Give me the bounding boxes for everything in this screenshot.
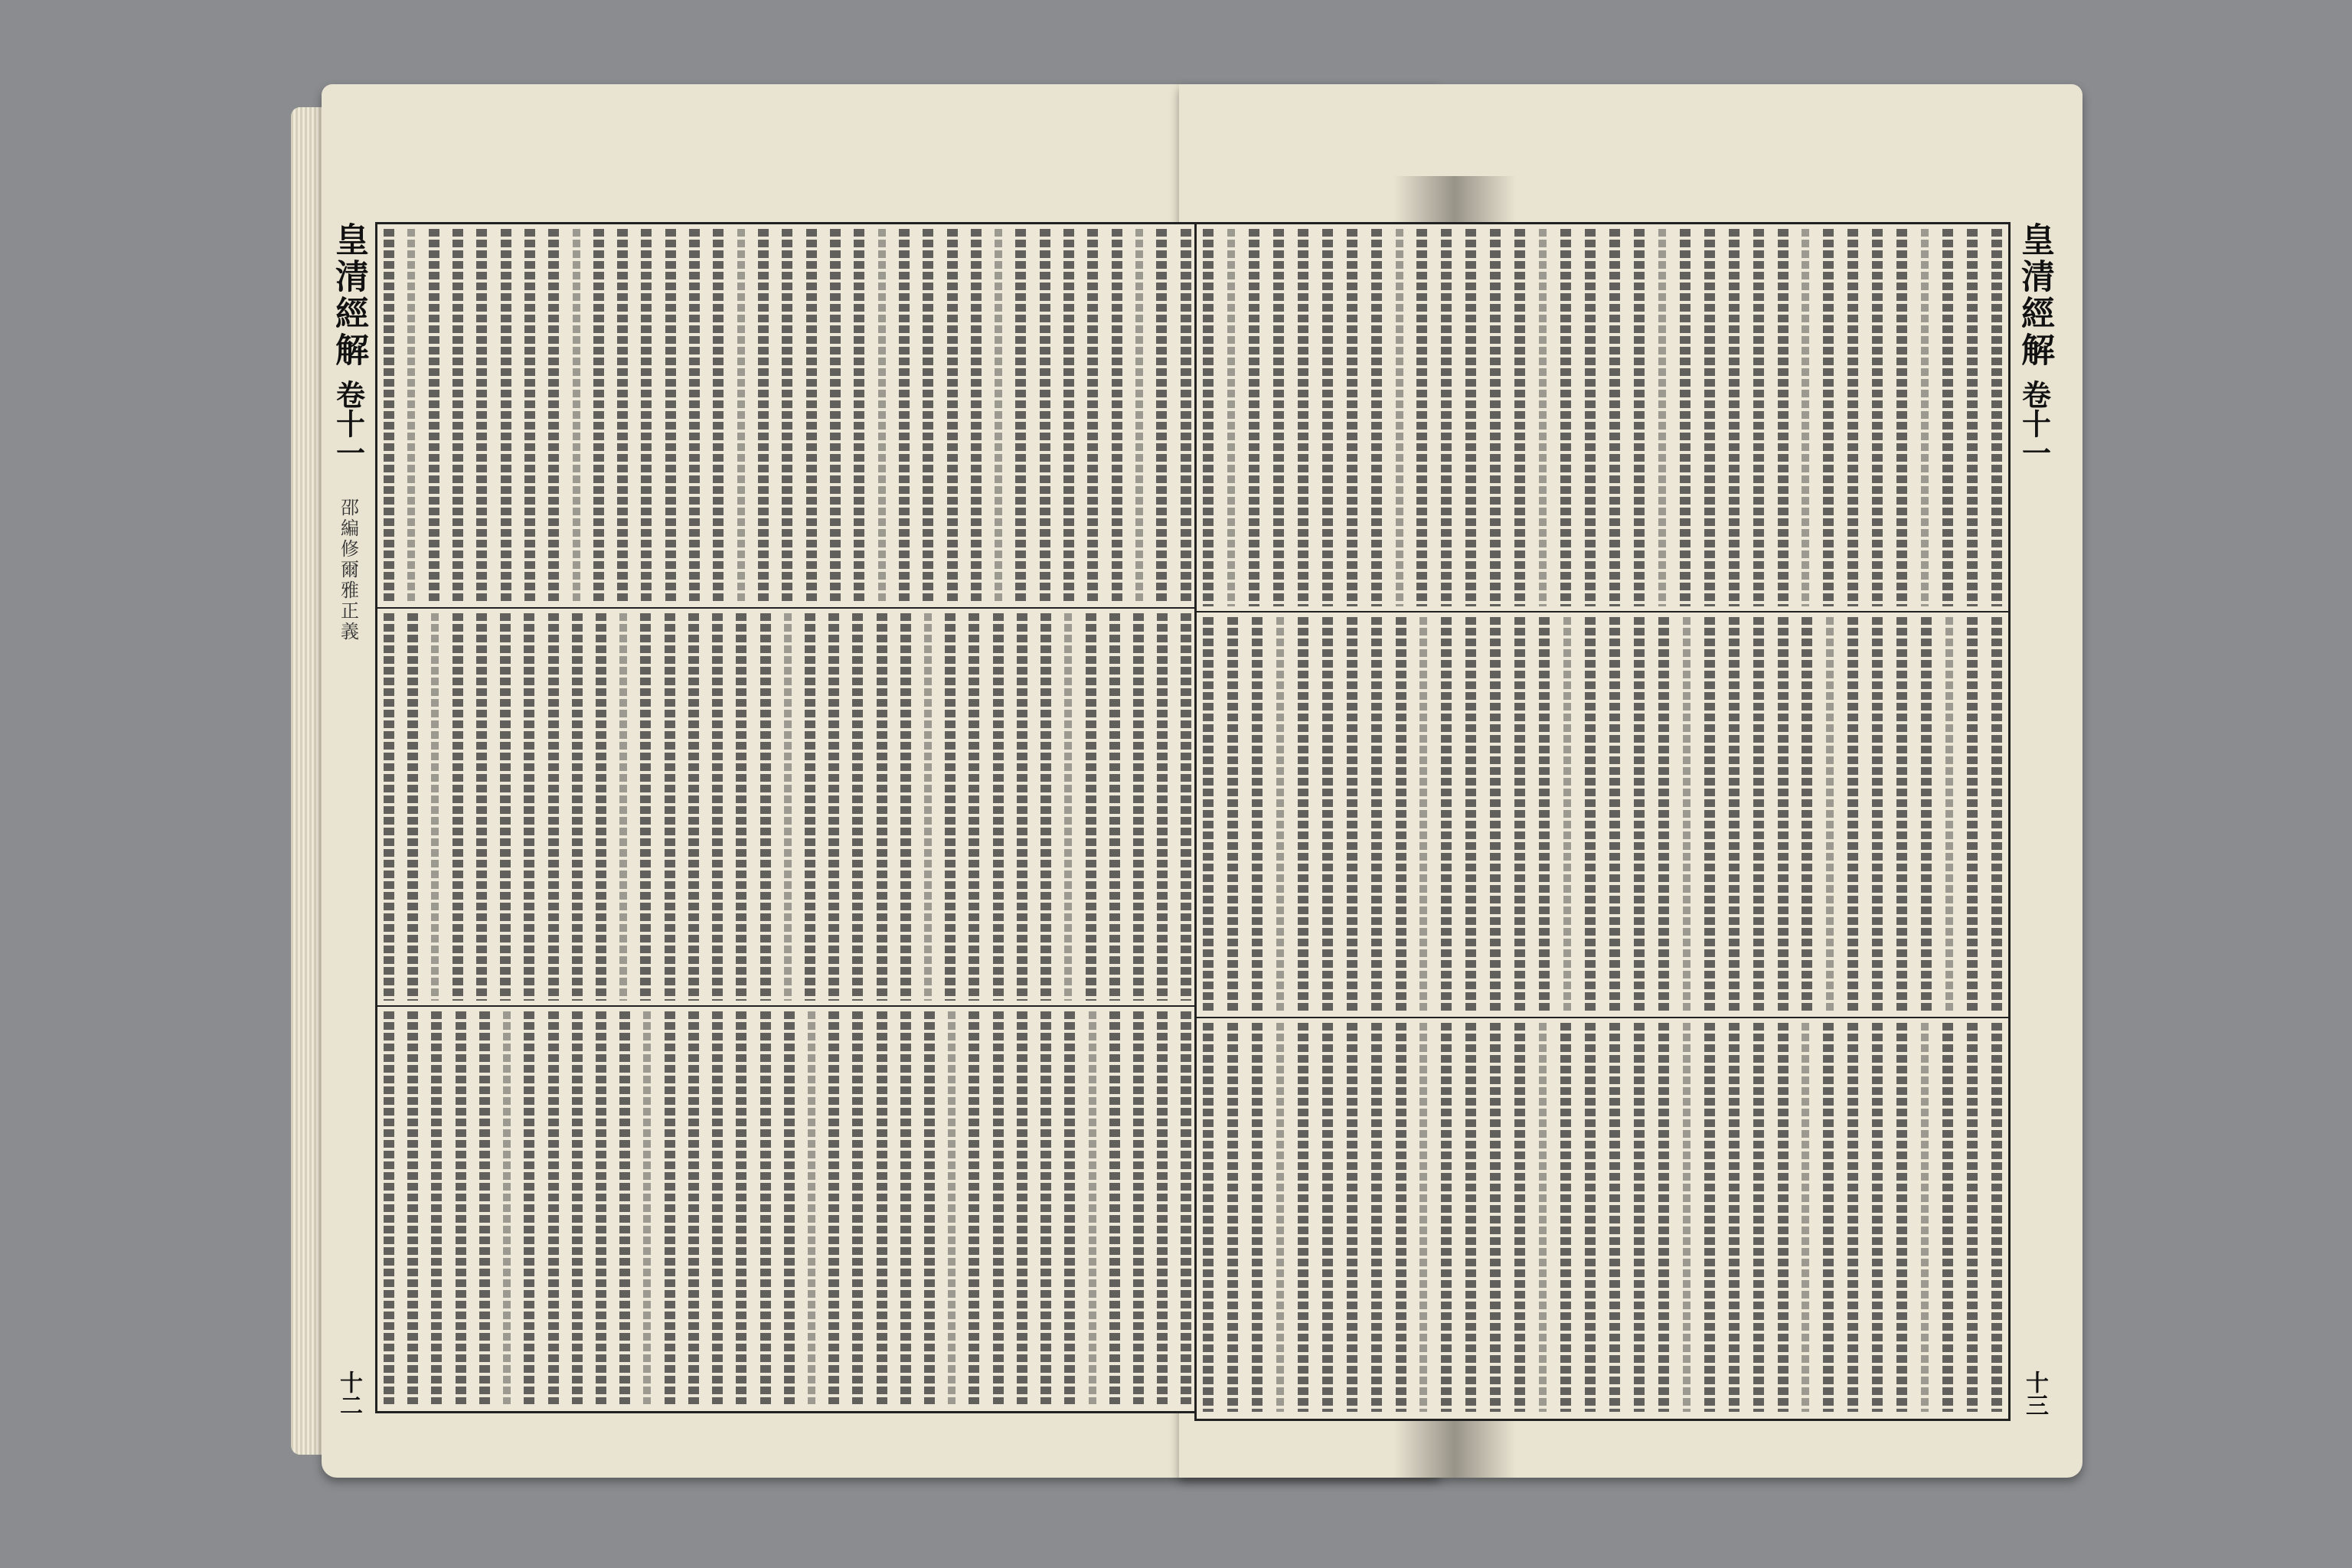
text-column xyxy=(1040,613,1051,1001)
text-column xyxy=(1276,617,1284,1012)
text-column xyxy=(1371,1023,1382,1412)
text-column xyxy=(476,229,487,603)
text-column xyxy=(1040,229,1050,603)
text-column xyxy=(407,229,415,603)
text-column xyxy=(1729,229,1740,606)
text-column xyxy=(1942,1023,1953,1412)
right-series-title: 皇清經解 xyxy=(2015,222,2054,369)
text-column xyxy=(572,1011,583,1404)
text-column xyxy=(1826,617,1834,1012)
text-column xyxy=(1227,1023,1238,1412)
text-column xyxy=(1609,1023,1620,1412)
text-column xyxy=(878,229,886,603)
right-text-block xyxy=(1194,222,2011,1421)
text-column xyxy=(1087,229,1098,603)
text-column xyxy=(1991,1023,2002,1412)
text-column xyxy=(1064,613,1072,1001)
text-column xyxy=(1634,1023,1645,1412)
text-column xyxy=(1227,617,1238,1012)
text-column xyxy=(1157,613,1168,1001)
text-column xyxy=(993,613,1004,1001)
text-column xyxy=(854,229,864,603)
text-column xyxy=(1347,1023,1357,1412)
text-column xyxy=(1823,1023,1834,1412)
text-column xyxy=(923,229,933,603)
text-column xyxy=(479,1011,490,1404)
text-column xyxy=(1658,1023,1669,1412)
text-column xyxy=(596,613,606,1001)
right-folio-number: 十三 xyxy=(2021,1370,2048,1416)
text-column xyxy=(1249,229,1259,606)
text-column xyxy=(1298,229,1308,606)
left-margin-strip xyxy=(325,222,372,1416)
text-column xyxy=(1322,229,1333,606)
text-column xyxy=(852,1011,863,1404)
text-column xyxy=(1347,617,1357,1012)
text-column xyxy=(828,1011,839,1404)
text-column xyxy=(1680,229,1690,606)
text-column xyxy=(1896,1023,1907,1412)
right-register-top xyxy=(1197,224,2008,611)
text-column xyxy=(1872,229,1883,606)
text-column xyxy=(1753,617,1764,1012)
text-column xyxy=(384,613,394,1001)
text-column xyxy=(806,229,817,603)
text-column xyxy=(1991,617,2002,1012)
text-column xyxy=(1539,1023,1547,1412)
left-work-title: 邵編修爾雅正義 xyxy=(337,498,359,642)
text-column xyxy=(1396,617,1406,1012)
text-column xyxy=(1419,617,1427,1012)
text-column xyxy=(1945,617,1953,1012)
text-column xyxy=(1133,613,1144,1001)
text-column xyxy=(452,229,463,603)
text-column xyxy=(1514,229,1525,606)
text-column xyxy=(500,613,511,1001)
text-column xyxy=(784,1011,795,1404)
text-column xyxy=(1135,229,1143,603)
text-column xyxy=(1729,1023,1740,1412)
text-column xyxy=(760,1011,771,1404)
text-column xyxy=(1252,617,1263,1012)
text-column xyxy=(1465,617,1476,1012)
text-column xyxy=(852,613,863,1001)
text-column xyxy=(713,229,724,603)
text-column xyxy=(1896,229,1907,606)
text-column xyxy=(1967,1023,1978,1412)
text-column xyxy=(665,1011,675,1404)
text-column xyxy=(1634,617,1645,1012)
text-column xyxy=(1778,617,1788,1012)
right-register-middle xyxy=(1197,612,2008,1017)
text-column xyxy=(1227,229,1235,606)
text-column xyxy=(1465,1023,1476,1412)
text-column xyxy=(617,229,628,603)
text-column xyxy=(1514,1023,1525,1412)
text-column xyxy=(641,229,652,603)
text-column xyxy=(737,229,745,603)
text-column xyxy=(1563,617,1571,1012)
text-column xyxy=(969,613,979,1001)
text-column xyxy=(1585,1023,1596,1412)
text-column xyxy=(1585,617,1596,1012)
text-column xyxy=(501,229,511,603)
text-column xyxy=(1921,617,1932,1012)
text-column xyxy=(1371,617,1382,1012)
open-book xyxy=(291,84,2067,1485)
text-column xyxy=(1683,1023,1690,1412)
text-column xyxy=(596,1011,606,1404)
text-column xyxy=(1942,229,1953,606)
text-column xyxy=(899,229,910,603)
text-column xyxy=(431,1011,442,1404)
text-column xyxy=(1778,229,1788,606)
text-column xyxy=(407,1011,418,1404)
text-column xyxy=(384,1011,394,1404)
text-column xyxy=(1490,617,1501,1012)
text-column xyxy=(712,613,723,1001)
text-column xyxy=(640,613,651,1001)
text-column xyxy=(1441,1023,1452,1412)
text-column xyxy=(1156,229,1167,603)
text-column xyxy=(1802,617,1812,1012)
right-volume-label: 卷十一 xyxy=(2017,380,2052,467)
text-column xyxy=(782,229,792,603)
text-column xyxy=(712,1011,723,1404)
text-column xyxy=(452,613,463,1001)
text-column xyxy=(828,613,839,1001)
text-column xyxy=(1704,617,1715,1012)
text-column xyxy=(877,1011,887,1404)
text-column xyxy=(784,613,792,1001)
text-column xyxy=(1802,229,1809,606)
text-column xyxy=(995,229,1002,603)
text-column xyxy=(665,613,675,1001)
text-column xyxy=(1017,1011,1027,1404)
text-column xyxy=(429,229,439,603)
text-column xyxy=(1753,229,1764,606)
text-column xyxy=(1089,1011,1096,1404)
text-column xyxy=(1252,1023,1263,1412)
text-column xyxy=(407,613,418,1001)
text-column xyxy=(1465,229,1476,606)
text-column xyxy=(1040,1011,1051,1404)
text-column xyxy=(1609,617,1620,1012)
text-column xyxy=(1847,229,1858,606)
text-column xyxy=(1133,1011,1144,1404)
text-column xyxy=(524,1011,534,1404)
text-column xyxy=(1298,617,1308,1012)
text-column xyxy=(736,1011,746,1404)
text-column xyxy=(456,1011,466,1404)
text-column xyxy=(1539,617,1550,1012)
text-column xyxy=(1658,229,1666,606)
text-column xyxy=(1658,617,1669,1012)
text-column xyxy=(476,613,487,1001)
text-column xyxy=(1921,229,1929,606)
text-column xyxy=(1872,617,1883,1012)
text-column xyxy=(1086,613,1096,1001)
right-margin-strip xyxy=(2011,222,2058,1416)
text-column xyxy=(1181,1011,1191,1404)
text-column xyxy=(877,613,887,1001)
text-column xyxy=(1322,1023,1333,1412)
text-column xyxy=(1490,1023,1501,1412)
text-column xyxy=(1203,229,1214,606)
left-folio-number: 十二 xyxy=(335,1370,362,1416)
text-column xyxy=(1683,617,1690,1012)
text-column xyxy=(736,613,746,1001)
text-column xyxy=(1560,1023,1571,1412)
text-column xyxy=(1347,229,1357,606)
text-column xyxy=(619,613,627,1001)
text-column xyxy=(1967,617,1978,1012)
text-column xyxy=(524,229,535,603)
text-column xyxy=(1991,229,2002,606)
text-column xyxy=(572,613,583,1001)
text-column xyxy=(1802,1023,1809,1412)
right-register-bottom xyxy=(1197,1018,2008,1416)
text-column xyxy=(900,1011,911,1404)
text-column xyxy=(1704,1023,1715,1412)
text-column xyxy=(1704,229,1715,606)
text-column xyxy=(1203,617,1214,1012)
text-column xyxy=(1064,1011,1075,1404)
text-column xyxy=(1560,229,1571,606)
text-column xyxy=(548,613,559,1001)
text-column xyxy=(1609,229,1620,606)
text-column xyxy=(1157,1011,1168,1404)
text-column xyxy=(503,1011,511,1404)
text-column xyxy=(945,613,956,1001)
text-column xyxy=(548,229,559,603)
text-column xyxy=(1634,229,1645,606)
text-column xyxy=(1441,617,1452,1012)
text-column xyxy=(1419,1023,1427,1412)
text-column xyxy=(1847,617,1858,1012)
text-column xyxy=(805,613,815,1001)
text-column xyxy=(969,1011,979,1404)
text-column xyxy=(1181,613,1191,1001)
text-column xyxy=(993,1011,1004,1404)
text-column xyxy=(1063,229,1074,603)
text-column xyxy=(524,613,534,1001)
text-column xyxy=(1753,1023,1764,1412)
text-column xyxy=(1441,229,1452,606)
text-column xyxy=(1015,229,1026,603)
text-column xyxy=(900,613,911,1001)
text-column xyxy=(643,1011,651,1404)
text-column xyxy=(1896,617,1907,1012)
text-column xyxy=(760,613,771,1001)
left-volume-label: 卷十一 xyxy=(331,380,366,467)
text-column xyxy=(665,229,676,603)
text-column xyxy=(1322,617,1333,1012)
text-column xyxy=(1921,1023,1929,1412)
text-column xyxy=(1396,229,1403,606)
text-column xyxy=(1109,1011,1120,1404)
text-column xyxy=(924,1011,935,1404)
text-column xyxy=(1017,613,1027,1001)
text-column xyxy=(1181,229,1191,603)
text-column xyxy=(1967,229,1978,606)
text-column xyxy=(1109,613,1120,1001)
text-column xyxy=(1490,229,1501,606)
text-column xyxy=(1298,1023,1308,1412)
text-column xyxy=(971,229,982,603)
text-column xyxy=(924,613,932,1001)
text-column xyxy=(758,229,769,603)
text-column xyxy=(573,229,580,603)
text-column xyxy=(830,229,841,603)
text-column xyxy=(619,1011,630,1404)
text-column xyxy=(548,1011,559,1404)
text-column xyxy=(431,613,439,1001)
text-column xyxy=(1416,229,1427,606)
text-column xyxy=(1872,1023,1883,1412)
left-series-title: 皇清經解 xyxy=(329,222,368,369)
text-column xyxy=(593,229,604,603)
text-column xyxy=(1514,617,1525,1012)
text-column xyxy=(1273,229,1284,606)
text-column xyxy=(1778,1023,1788,1412)
text-column xyxy=(1847,1023,1858,1412)
text-column xyxy=(1539,229,1547,606)
text-column xyxy=(688,613,699,1001)
text-column xyxy=(1823,229,1834,606)
text-column xyxy=(948,1011,956,1404)
text-column xyxy=(384,229,394,603)
text-column xyxy=(1396,1023,1406,1412)
text-column xyxy=(947,229,958,603)
text-column xyxy=(808,1011,815,1404)
text-column xyxy=(1729,617,1740,1012)
text-column xyxy=(1371,229,1382,606)
text-column xyxy=(1276,1023,1284,1412)
text-column xyxy=(689,229,700,603)
text-column xyxy=(1585,229,1596,606)
text-column xyxy=(688,1011,699,1404)
text-column xyxy=(1112,229,1122,603)
text-column xyxy=(1203,1023,1214,1412)
